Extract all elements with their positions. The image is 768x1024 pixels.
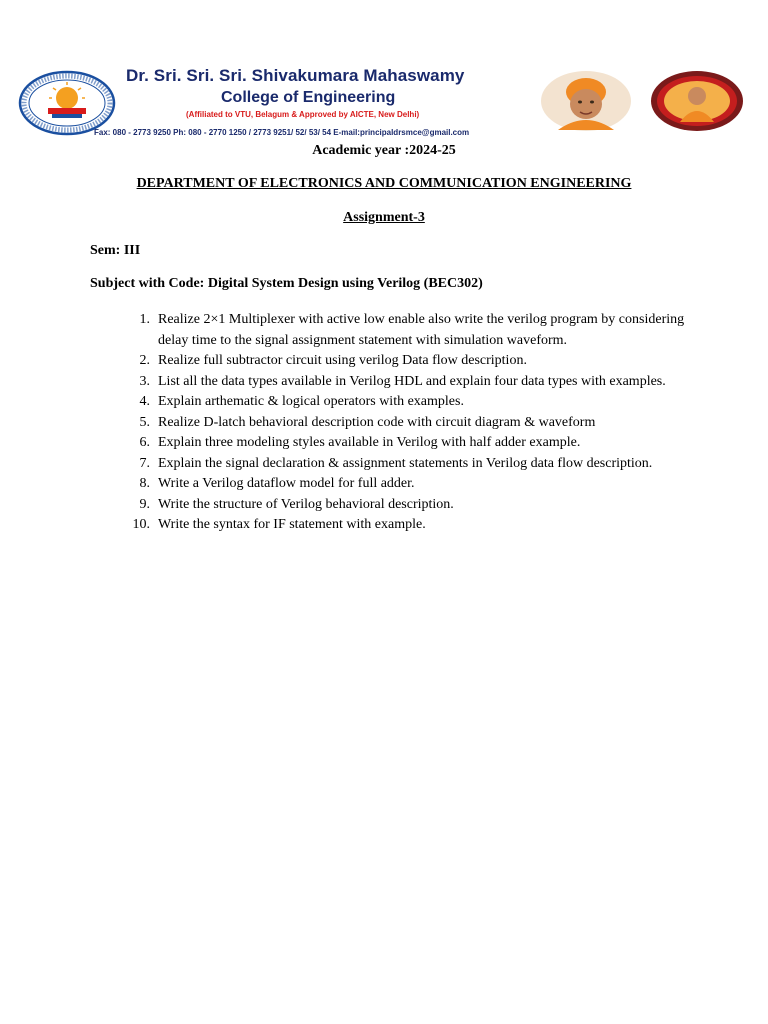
college-name: Dr. Sri. Sri. Sri. Shivakumara Mahaswamy <box>126 66 465 85</box>
contact-line: Fax: 080 - 2773 9250 Ph: 080 - 2770 1250 / 2773 9251/ 52/ 53/ 54 E-mail:principaldrsmce@gmail.com <box>94 128 470 137</box>
question-text: Write the syntax for IF statement with example. <box>158 517 426 532</box>
question-number: 2. <box>139 353 150 368</box>
list-item <box>130 474 690 495</box>
question-text: Write a Verilog dataflow model for full adder. <box>158 476 415 491</box>
question-text: Explain the signal declaration & assignment statements in Verilog data flow description. <box>158 455 653 471</box>
question-text: Write the structure of Verilog behavioral description. <box>158 496 454 512</box>
swamiji-photo <box>540 70 632 132</box>
academic-year: Academic year :2024-25 <box>312 143 456 158</box>
question-text: Realize full subtractor circuit using verilog Data flow description. <box>158 353 527 368</box>
question-number: 4. <box>139 394 150 409</box>
question-number: 7. <box>139 455 150 471</box>
list-item <box>130 372 690 393</box>
question-number: 10. <box>132 517 150 532</box>
question-number: 5. <box>139 414 150 430</box>
question-text: Explain arthematic & logical operators with examples. <box>158 394 464 409</box>
college-subtitle: College of Engineering <box>221 89 396 106</box>
department-heading: DEPARTMENT OF ELECTRONICS AND COMMUNICATION ENGINEERING <box>136 176 632 191</box>
list-item <box>130 515 690 536</box>
list-item <box>130 433 690 454</box>
list-item <box>130 351 690 372</box>
subject-label: Subject with Code: Digital System Design using Verilog (BEC302) <box>90 276 483 291</box>
question-list <box>130 310 690 536</box>
affiliation-text: (Affiliated to VTU, Belagum & Approved by AICTE, New Delhi) <box>186 110 420 119</box>
college-logo <box>18 70 116 136</box>
list-item <box>130 392 690 413</box>
list-item <box>130 495 690 516</box>
question-number: 9. <box>139 496 150 512</box>
list-item <box>130 454 690 475</box>
question-number: 1. <box>139 312 150 327</box>
assignment-title: Assignment-3 <box>343 210 425 225</box>
semester-label: Sem: III <box>90 243 141 258</box>
question-text: Realize D-latch behavioral description code with circuit diagram & waveform <box>158 414 596 430</box>
question-number: 3. <box>139 373 150 389</box>
question-text: Explain three modeling styles available in Verilog with half adder example. <box>158 435 581 450</box>
list-item <box>130 310 690 351</box>
question-text: List all the data types available in Verilog HDL and explain four data types with examples. <box>158 373 666 389</box>
question-number: 8. <box>139 476 150 491</box>
question-text: Realize 2×1 Multiplexer with active low enable also write the verilog program by considering delay time to the signal assignment statement with simulation waveform. <box>158 312 685 348</box>
question-number: 6. <box>139 435 150 450</box>
guru-portrait <box>650 70 744 132</box>
letterhead <box>18 64 748 142</box>
list-item <box>130 413 690 434</box>
